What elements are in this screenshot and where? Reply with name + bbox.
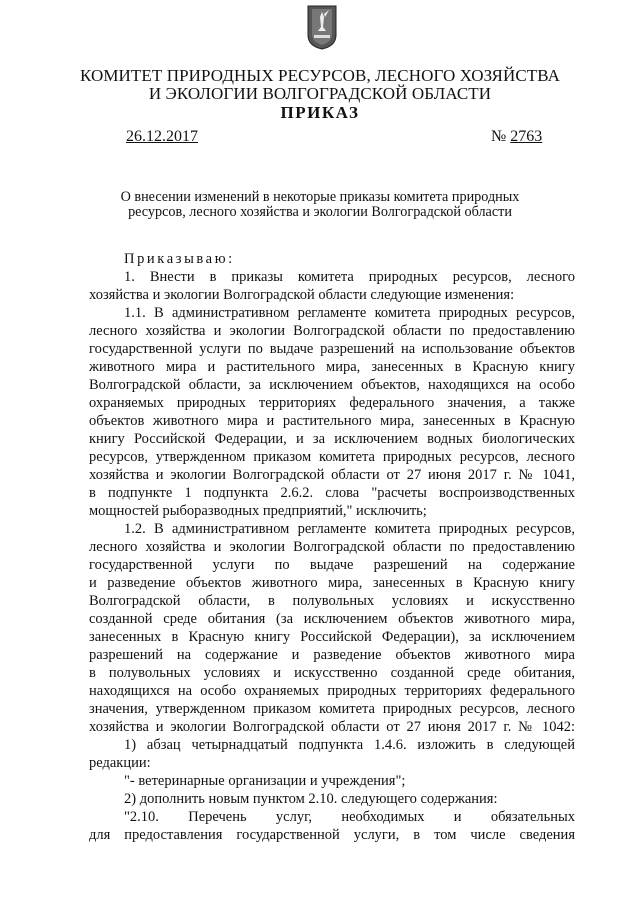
body-line: 1. Внести в приказы комитета природных ресурсов, лесного — [124, 269, 575, 285]
body-line: значения, утвержденном приказом комитета природных ресурсов, лесного — [89, 701, 575, 717]
body-line: Волгоградской области, в полувольных условиях и искусственно — [89, 593, 575, 609]
body-line: мощностей рыборазводных предприятий," исключить; — [89, 503, 427, 519]
body-line: созданной среде обитания (за исключением объектов животного мира, — [89, 611, 575, 627]
body-line: в полувольных условиях и искусственно созданной среде обитания, — [89, 665, 575, 681]
body-line: хозяйства и экологии Волгоградской области от 27 июня 2017 г. № 1041, — [89, 467, 575, 483]
body-line: 1.2. В административном регламенте комитета природных ресурсов, — [124, 521, 575, 537]
body-line: лесного хозяйства и экологии Волгоградской области по предоставлению — [89, 539, 575, 555]
body-line: ресурсов, утвержденном приказом комитета природных ресурсов, лесного — [89, 449, 575, 465]
order-number — [491, 128, 542, 146]
body-line: Волгоградской области, за исключением объектов, находящихся на особо — [89, 377, 575, 393]
body-line: книгу Российской Федерации, и за исключением водных биологических — [89, 431, 575, 447]
body-line: хозяйства и экологии Волгоградской области от 27 июня 2017 г. № 1042: — [89, 719, 575, 735]
committee-name-line2: И ЭКОЛОГИИ ВОЛГОГРАДСКОЙ ОБЛАСТИ — [148, 84, 492, 103]
body-line: объектов животного мира и растительного мира, занесенных в Красную — [89, 413, 575, 429]
subject-line2: ресурсов, лесного хозяйства и экологии Волгоградской области — [128, 204, 512, 220]
body-line: животного мира и растительного мира, занесенных в Красную книгу — [89, 359, 575, 375]
body-line: государственной услуги по выдаче разрешений на использование объектов — [89, 341, 575, 357]
body-line: "2.10. Перечень услуг, необходимых и обязательных — [124, 809, 575, 825]
body-line: редакции: — [89, 755, 151, 771]
body-line: разрешений на содержание и разведение объектов животного мира — [89, 647, 575, 663]
body-line: лесного хозяйства и экологии Волгоградской области по предоставлению — [89, 323, 575, 339]
body-line: и разведение объектов животного мира, занесенных в Красную книгу — [89, 575, 575, 591]
body-line: хозяйства и экологии Волгоградской области следующие изменения: — [89, 287, 515, 303]
body-line: 2) дополнить новым пунктом 2.10. следующего содержания: — [124, 791, 498, 807]
body-line: государственной услуги по выдаче разрешений на содержание — [89, 557, 575, 573]
order-number-value: 2763 — [510, 128, 543, 145]
body-line: 1.1. В административном регламенте комитета природных ресурсов, — [124, 305, 575, 321]
body-line: Приказываю: — [124, 251, 235, 267]
body-line: 1) абзац четырнадцатый подпункта 1.4.6. изложить в следующей — [124, 737, 575, 753]
body-line: в подпункте 1 подпункта 2.6.2. слова "расчеты воспроизводственных — [89, 485, 575, 501]
document-type-title: ПРИКАЗ — [280, 103, 360, 122]
body-line: охраняемых природных территориях федерального значения, а также — [89, 395, 575, 411]
body-line: для предоставления государственной услуги, в том числе сведения — [89, 827, 575, 843]
body-line: "- ветеринарные организации и учреждения"; — [124, 773, 406, 789]
body-line: занесенных в Красную книгу Российской Федерации), за исключением — [89, 629, 575, 645]
order-date: 26.12.2017 — [126, 128, 198, 145]
coat-of-arms-icon — [307, 5, 337, 50]
number-sign: № — [491, 128, 507, 145]
subject-line1: О внесении изменений в некоторые приказы комитета природных — [120, 189, 520, 205]
committee-name-line1: КОМИТЕТ ПРИРОДНЫХ РЕСУРСОВ, ЛЕСНОГО ХОЗЯЙСТВА — [79, 66, 561, 85]
body-line: находящихся на особо охраняемых природных территориях федерального — [89, 683, 575, 699]
